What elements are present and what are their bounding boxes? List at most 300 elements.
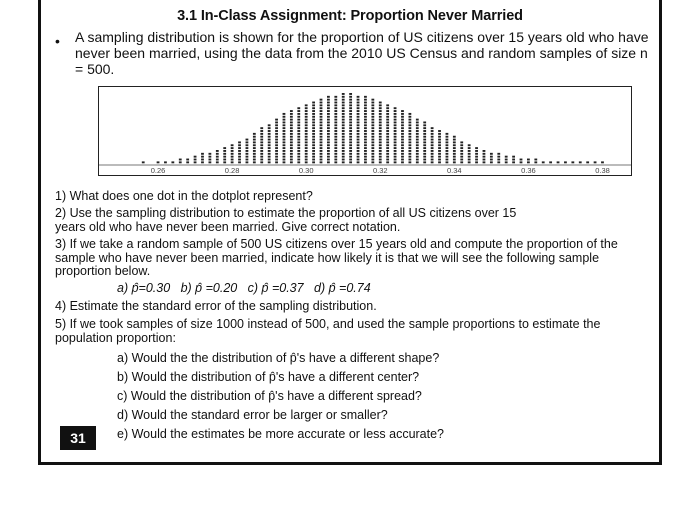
- dot: [246, 156, 249, 158]
- dot: [431, 156, 434, 158]
- dot: [290, 124, 293, 126]
- dot: [364, 153, 367, 155]
- dot: [416, 150, 419, 152]
- dot: [416, 130, 419, 132]
- dot: [364, 116, 367, 118]
- dot: [342, 99, 345, 101]
- dot: [179, 161, 182, 163]
- dot: [297, 122, 300, 124]
- dot: [327, 104, 330, 106]
- dot: [460, 150, 463, 152]
- dot: [394, 153, 397, 155]
- dot: [349, 122, 352, 124]
- dot: [357, 119, 360, 121]
- dot: [297, 124, 300, 126]
- dot: [483, 156, 486, 158]
- dot: [260, 133, 263, 135]
- dot: [460, 141, 463, 143]
- dot: [401, 156, 404, 158]
- dot: [320, 113, 323, 115]
- dot: [342, 116, 345, 118]
- dot: [246, 144, 249, 146]
- dot: [342, 104, 345, 106]
- dot: [401, 127, 404, 129]
- dot: [312, 113, 315, 115]
- dot: [401, 133, 404, 135]
- dot: [371, 136, 374, 138]
- dot: [312, 139, 315, 141]
- dot: [416, 159, 419, 161]
- dot: [342, 136, 345, 138]
- dot: [408, 124, 411, 126]
- dot: [238, 161, 241, 163]
- dot: [379, 119, 382, 121]
- dot: [453, 156, 456, 158]
- tick-label: 0.32: [372, 166, 388, 175]
- dot: [379, 159, 382, 161]
- dot: [253, 161, 256, 163]
- dot: [260, 127, 263, 129]
- dot: [297, 144, 300, 146]
- dot: [364, 147, 367, 149]
- dot: [438, 147, 441, 149]
- question-5: 5) If we took samples of size 1000 instead of 500, and used the sample proportions to estimate the population proportion:: [55, 317, 601, 345]
- dot: [305, 150, 308, 152]
- dot: [408, 141, 411, 143]
- dot: [416, 147, 419, 149]
- dot: [357, 144, 360, 146]
- dot: [334, 153, 337, 155]
- dot: [416, 119, 419, 121]
- dot: [408, 127, 411, 129]
- dot: [334, 127, 337, 129]
- dot: [490, 161, 493, 163]
- dot: [342, 110, 345, 112]
- dot: [246, 153, 249, 155]
- dot: [586, 161, 589, 163]
- dot: [194, 156, 197, 158]
- dot: [253, 144, 256, 146]
- dot: [320, 153, 323, 155]
- dot: [246, 161, 249, 163]
- dot: [453, 153, 456, 155]
- dot: [357, 156, 360, 158]
- dot: [275, 141, 278, 143]
- dot: [164, 161, 167, 163]
- dot: [364, 104, 367, 106]
- dot: [379, 139, 382, 141]
- dot: [275, 150, 278, 152]
- dot: [342, 113, 345, 115]
- dot: [216, 153, 219, 155]
- dot: [490, 159, 493, 161]
- dot: [401, 150, 404, 152]
- dot: [231, 144, 234, 146]
- dot: [327, 96, 330, 98]
- dot: [290, 147, 293, 149]
- dot: [253, 150, 256, 152]
- dot: [223, 150, 226, 152]
- dot: [334, 119, 337, 121]
- dot: [342, 161, 345, 163]
- dot: [423, 150, 426, 152]
- dot: [194, 161, 197, 163]
- dot: [460, 153, 463, 155]
- dot: [334, 130, 337, 132]
- dot: [379, 141, 382, 143]
- dot: [349, 153, 352, 155]
- dot: [246, 147, 249, 149]
- dot: [438, 130, 441, 132]
- dot: [305, 141, 308, 143]
- dot: [431, 161, 434, 163]
- dot: [290, 122, 293, 124]
- dot: [320, 133, 323, 135]
- dot: [275, 153, 278, 155]
- dot: [357, 96, 360, 98]
- dot: [312, 124, 315, 126]
- dot: [431, 147, 434, 149]
- dot: [268, 139, 271, 141]
- dot: [342, 122, 345, 124]
- dot: [460, 159, 463, 161]
- dot: [312, 110, 315, 112]
- dot: [342, 159, 345, 161]
- dot: [357, 141, 360, 143]
- dot: [431, 130, 434, 132]
- dot: [312, 130, 315, 132]
- dot: [238, 141, 241, 143]
- dot: [216, 156, 219, 158]
- dot: [475, 153, 478, 155]
- dot: [364, 130, 367, 132]
- dot: [179, 159, 182, 161]
- dot: [349, 107, 352, 109]
- dot: [334, 99, 337, 101]
- dot: [327, 119, 330, 121]
- dot: [342, 93, 345, 95]
- dot: [334, 161, 337, 163]
- dot: [416, 124, 419, 126]
- dot: [342, 153, 345, 155]
- dot: [305, 110, 308, 112]
- dot: [349, 133, 352, 135]
- dot: [431, 144, 434, 146]
- dot: [283, 141, 286, 143]
- dot: [246, 141, 249, 143]
- dot: [334, 133, 337, 135]
- dot: [312, 133, 315, 135]
- dot: [431, 139, 434, 141]
- dot: [320, 104, 323, 106]
- dot: [401, 161, 404, 163]
- dot: [438, 139, 441, 141]
- dot: [275, 124, 278, 126]
- dot: [312, 119, 315, 121]
- dot: [268, 133, 271, 135]
- dot: [520, 159, 523, 161]
- dot: [423, 127, 426, 129]
- dot: [246, 159, 249, 161]
- dot: [423, 136, 426, 138]
- dot: [260, 156, 263, 158]
- dot: [349, 130, 352, 132]
- dot: [453, 141, 456, 143]
- intro-text: A sampling distribution is shown for the proportion of US citizens over 15 years old who have never been married, using the data from the 2010 US Census and random samples of size n = 500.: [75, 29, 649, 77]
- dot: [446, 159, 449, 161]
- dot: [364, 119, 367, 121]
- dot: [320, 159, 323, 161]
- dot: [438, 136, 441, 138]
- dot: [401, 119, 404, 121]
- dot: [357, 107, 360, 109]
- dot: [386, 141, 389, 143]
- dot: [379, 127, 382, 129]
- dot: [327, 141, 330, 143]
- dot: [408, 150, 411, 152]
- question-1: 1) What does one dot in the dotplot represent?: [55, 189, 313, 203]
- dot: [379, 156, 382, 158]
- dot: [268, 161, 271, 163]
- dot: [320, 147, 323, 149]
- dot: [275, 122, 278, 124]
- dot: [275, 130, 278, 132]
- dot: [446, 136, 449, 138]
- dot: [275, 119, 278, 121]
- dot: [490, 156, 493, 158]
- dot: [275, 147, 278, 149]
- dot: [312, 153, 315, 155]
- dot: [290, 150, 293, 152]
- dot: [305, 136, 308, 138]
- dot: [327, 127, 330, 129]
- dot: [334, 141, 337, 143]
- dot: [431, 133, 434, 135]
- dot: [371, 139, 374, 141]
- dot: [386, 113, 389, 115]
- dot: [453, 150, 456, 152]
- dot: [349, 119, 352, 121]
- dot: [394, 119, 397, 121]
- dot: [334, 96, 337, 98]
- dot: [342, 102, 345, 104]
- dot: [394, 144, 397, 146]
- dot: [305, 107, 308, 109]
- dot: [394, 161, 397, 163]
- dot: [401, 122, 404, 124]
- dot: [253, 139, 256, 141]
- dot: [371, 147, 374, 149]
- dot: [260, 161, 263, 163]
- dot: [423, 156, 426, 158]
- dot: [268, 136, 271, 138]
- dot: [334, 113, 337, 115]
- dot: [438, 141, 441, 143]
- dot: [290, 127, 293, 129]
- dot: [408, 113, 411, 115]
- dot: [305, 127, 308, 129]
- dot: [334, 107, 337, 109]
- dot: [297, 159, 300, 161]
- dot: [312, 102, 315, 104]
- dot: [601, 161, 604, 163]
- dot: [349, 156, 352, 158]
- dot: [312, 150, 315, 152]
- dot: [394, 122, 397, 124]
- dot: [371, 110, 374, 112]
- dot: [223, 161, 226, 163]
- dot: [342, 141, 345, 143]
- dot: [357, 161, 360, 163]
- dot: [208, 161, 211, 163]
- dot: [231, 150, 234, 152]
- dot: [401, 116, 404, 118]
- dot: [283, 122, 286, 124]
- dot: [423, 133, 426, 135]
- dot: [379, 153, 382, 155]
- dot: [201, 156, 204, 158]
- dot: [408, 159, 411, 161]
- question-5b: b) Would the distribution of p̂'s have a different center?: [117, 370, 420, 384]
- dot: [386, 107, 389, 109]
- dot: [371, 133, 374, 135]
- dot: [512, 161, 515, 163]
- dot: [349, 141, 352, 143]
- dot: [290, 130, 293, 132]
- question-2: 2) Use the sampling distribution to estimate the proportion of all US citizens over 15 years old who have never been married. Give correct notation.: [55, 206, 517, 234]
- dot: [505, 161, 508, 163]
- dot: [423, 153, 426, 155]
- dot: [357, 150, 360, 152]
- dot: [401, 113, 404, 115]
- dot: [334, 104, 337, 106]
- dot: [327, 122, 330, 124]
- dot: [216, 150, 219, 152]
- dot: [394, 113, 397, 115]
- dot: [364, 161, 367, 163]
- dot: [297, 133, 300, 135]
- dot: [423, 144, 426, 146]
- dot: [364, 133, 367, 135]
- dot: [157, 161, 160, 163]
- dot: [253, 153, 256, 155]
- dot: [283, 127, 286, 129]
- dot: [305, 122, 308, 124]
- dot: [327, 139, 330, 141]
- dot: [349, 93, 352, 95]
- dot: [438, 153, 441, 155]
- dot: [364, 113, 367, 115]
- dot: [431, 141, 434, 143]
- dot: [446, 147, 449, 149]
- dot: [364, 102, 367, 104]
- dot: [290, 116, 293, 118]
- dot: [283, 161, 286, 163]
- dot: [268, 150, 271, 152]
- dot: [512, 159, 515, 161]
- dot: [371, 119, 374, 121]
- dot: [371, 153, 374, 155]
- dot: [305, 156, 308, 158]
- dot: [520, 161, 523, 163]
- dot: [327, 144, 330, 146]
- dot: [275, 133, 278, 135]
- dot: [320, 139, 323, 141]
- dot: [416, 136, 419, 138]
- dot: [357, 159, 360, 161]
- dot: [453, 136, 456, 138]
- dot: [416, 161, 419, 163]
- dot: [349, 110, 352, 112]
- dot: [408, 153, 411, 155]
- dot: [379, 113, 382, 115]
- dot: [468, 161, 471, 163]
- dot: [231, 147, 234, 149]
- dot: [305, 139, 308, 141]
- dot: [446, 139, 449, 141]
- dot: [505, 156, 508, 158]
- dot: [246, 139, 249, 141]
- dot: [320, 99, 323, 101]
- dot: [364, 96, 367, 98]
- dot: [334, 147, 337, 149]
- dot: [260, 136, 263, 138]
- dot: [305, 147, 308, 149]
- dot: [416, 144, 419, 146]
- dot: [297, 130, 300, 132]
- dot: [379, 144, 382, 146]
- bullet-marker: •: [55, 33, 60, 49]
- slide-frame: [38, 0, 662, 465]
- dot: [364, 150, 367, 152]
- dot: [364, 124, 367, 126]
- dot: [312, 159, 315, 161]
- dot: [283, 159, 286, 161]
- dot: [564, 161, 567, 163]
- dot: [320, 110, 323, 112]
- dot: [305, 153, 308, 155]
- dot: [320, 122, 323, 124]
- dot: [453, 159, 456, 161]
- question-3: 3) If we take a random sample of 500 US citizens over 15 years old and compute the proportion of the sample who have never been married, indicate how likely it is that we will see the following sample proportion below.: [55, 237, 618, 278]
- dot: [423, 159, 426, 161]
- dot: [208, 156, 211, 158]
- dot: [275, 156, 278, 158]
- dot: [342, 130, 345, 132]
- dot: [231, 156, 234, 158]
- dot: [238, 156, 241, 158]
- dot: [290, 141, 293, 143]
- dot: [171, 161, 174, 163]
- dot: [320, 119, 323, 121]
- dot: [379, 107, 382, 109]
- dot: [283, 116, 286, 118]
- dot: [371, 150, 374, 152]
- dot: [349, 144, 352, 146]
- dot: [475, 150, 478, 152]
- dot: [431, 150, 434, 152]
- dot: [260, 139, 263, 141]
- dot: [364, 136, 367, 138]
- dot: [386, 110, 389, 112]
- dot: [423, 161, 426, 163]
- dot: [320, 102, 323, 104]
- dot: [290, 133, 293, 135]
- dot: [290, 144, 293, 146]
- dot: [260, 153, 263, 155]
- dot: [371, 144, 374, 146]
- dot: [349, 99, 352, 101]
